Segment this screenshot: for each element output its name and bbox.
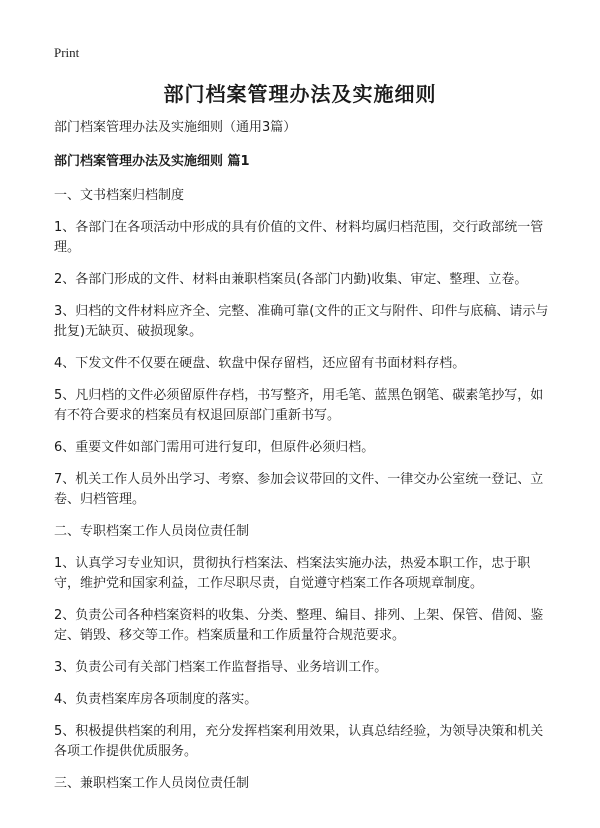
heading-fulltime-staff: 二、专职档案工作人员岗位责任制 bbox=[54, 524, 250, 539]
paragraph-item: 3、归档的文件材料应齐全、完整、准确可靠(文件的正文与附件、印件与底稿、请示与批复)无缺页、破损现象。 bbox=[54, 304, 549, 339]
section-heading: 部门档案管理办法及实施细则 篇1 bbox=[54, 154, 250, 169]
paragraph-item: 5、积极提供档案的利用，充分发挥档案利用效果，认真总结经验，为领导决策和机关各项工作提供优质服务。 bbox=[54, 724, 544, 759]
paragraph-item: 1、各部门在各项活动中形成的具有价值的文件、材料均属归档范围，交行政部统一管理。 bbox=[54, 220, 544, 255]
paragraph-item: 2、各部门形成的文件、材料由兼职档案员(各部门内勤)收集、审定、整理、立卷。 bbox=[54, 272, 528, 287]
heading-archiving-system: 一、文书档案归档制度 bbox=[54, 188, 185, 203]
paragraph-item: 1、认真学习专业知识，贯彻执行档案法、档案法实施办法，热爱本职工作，忠于职守，维护党和国家利益，工作尽职尽责，自觉遵守档案工作各项规章制度。 bbox=[54, 556, 531, 591]
document-subtitle: 部门档案管理办法及实施细则（通用3篇） bbox=[54, 120, 297, 135]
paragraph-item: 3、负责公司有关部门档案工作监督指导、业务培训工作。 bbox=[54, 660, 388, 675]
paragraph-item: 5、凡归档的文件必须留原件存档，书写整齐，用毛笔、蓝黑色钢笔、碳素笔抄写，如有不符合要求的档案员有权退回原部门重新书写。 bbox=[54, 388, 544, 423]
print-link[interactable]: Print bbox=[54, 45, 80, 60]
paragraph-item: 6、重要文件如部门需用可进行复印，但原件必须归档。 bbox=[54, 440, 375, 455]
document-title: 部门档案管理办法及实施细则 bbox=[163, 82, 437, 106]
paragraph-item: 7、机关工作人员外出学习、考察、参加会议带回的文件、一律交办公室统一登记、立卷、归档管理。 bbox=[54, 472, 544, 507]
heading-parttime-staff: 三、兼职档案工作人员岗位责任制 bbox=[54, 776, 250, 791]
paragraph-item: 2、负责公司各种档案资料的收集、分类、整理、编目、排列、上架、保管、借阅、鉴定、销毁、移交等工作。档案质量和工作质量符合规范要求。 bbox=[54, 608, 544, 643]
paragraph-item: 4、负责档案库房各项制度的落实。 bbox=[54, 692, 258, 707]
document-body bbox=[54, 118, 550, 806]
paragraph-item: 4、下发文件不仅要在硬盘、软盘中保存留档，还应留有书面材料存档。 bbox=[54, 356, 466, 371]
